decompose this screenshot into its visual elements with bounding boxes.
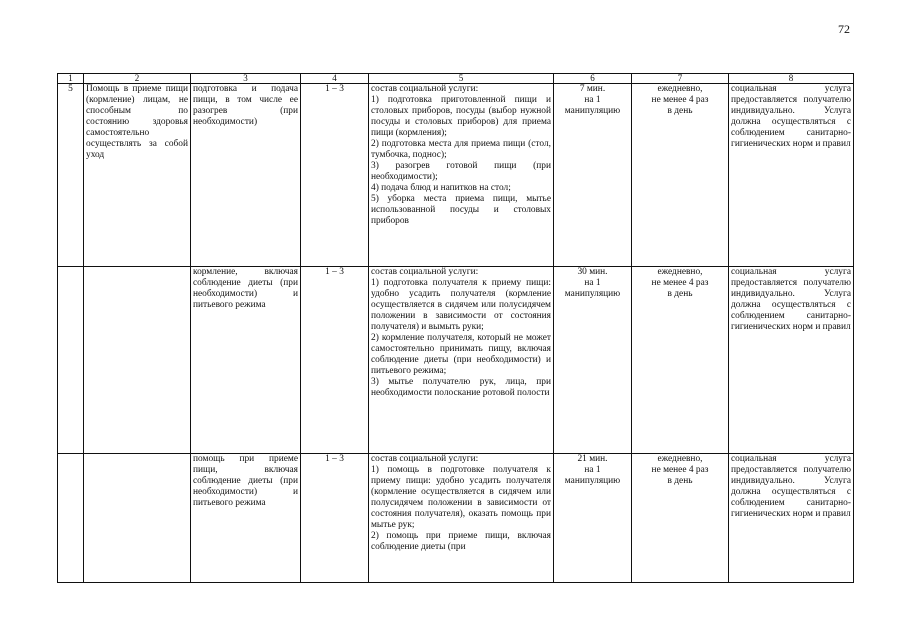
column-number: 3: [191, 74, 301, 84]
conditions-cell: социальная услуга предоставляется получателю индивидуально. Услуга должна осуществляться с соблюдением санитарно-гигиенических норм и правил: [729, 267, 854, 454]
service-name-cell: [84, 454, 191, 583]
services-table: [57, 73, 854, 583]
page-number: 72: [838, 22, 850, 36]
table-row: [58, 454, 854, 583]
count-cell: 1 – 3: [301, 84, 369, 267]
row-number-cell: [58, 454, 84, 583]
table-row: [58, 84, 854, 267]
column-number: 8: [729, 74, 854, 84]
frequency-cell: ежедневно, не менее 4 раз в день: [632, 267, 729, 454]
column-number: 2: [84, 74, 191, 84]
column-number: 6: [554, 74, 632, 84]
column-number: 4: [301, 74, 369, 84]
content-cell: состав социальной услуги: 1) подготовка получателя к приему пищи: удобно усадить получателя (кормление осуществляется в сидячем или полусидячем положении в зависимости от состояния получателя) и вымыть руки; 2) кормление получателя, который не может самостоятельно принимать пищу, включая соблюдение диеты (при необходимости) и питьевого режима; 3) мытье получателю рук, лица, при необходимости полоскание ротовой полости: [369, 267, 554, 454]
time-cell: 30 мин. на 1 манипуляцию: [554, 267, 632, 454]
time-cell: 7 мин. на 1 манипуляцию: [554, 84, 632, 267]
column-number-row: [58, 74, 854, 84]
subservice-cell: кормление, включая соблюдение диеты (при необходимости) и питьевого режима: [191, 267, 301, 454]
count-cell: 1 – 3: [301, 267, 369, 454]
column-number: 1: [58, 74, 84, 84]
subservice-cell: помощь при приеме пищи, включая соблюдение диеты (при необходимости) и питьевого режима: [191, 454, 301, 583]
content-cell: состав социальной услуги: 1) помощь в подготовке получателя к приему пищи: удобно усадить получателя (кормление осуществляется в сидячем или полусидячем положении в зависимости от состояния получателя), оказать помощь при мытье рук; 2) помощь при приеме пищи, включая соблюдение диеты (при: [369, 454, 554, 583]
subservice-cell: подготовка и подача пищи, в том числе ее разогрев (при необходимости): [191, 84, 301, 267]
time-cell: 21 мин. на 1 манипуляцию: [554, 454, 632, 583]
column-number: 5: [369, 74, 554, 84]
column-number: 7: [632, 74, 729, 84]
row-number-cell: 5: [58, 84, 84, 267]
service-name-cell: [84, 267, 191, 454]
count-cell: 1 – 3: [301, 454, 369, 583]
table-row: [58, 267, 854, 454]
conditions-cell: социальная услуга предоставляется получателю индивидуально. Услуга должна осуществляться с соблюдением санитарно-гигиенических норм и правил: [729, 84, 854, 267]
row-number-cell: [58, 267, 84, 454]
frequency-cell: ежедневно, не менее 4 раз в день: [632, 84, 729, 267]
content-cell: состав социальной услуги: 1) подготовка приготовленной пищи и столовых приборов, посуды (выбор нужной посуды и столовых приборов) для приема пищи (кормления); 2) подготовка места для приема пищи (стол, тумбочка, поднос); 3) разогрев готовой пищи (при необходимости); 4) подача блюд и напитков на стол; 5) уборка места приема пищи, мытье использованной посуды и столовых приборов: [369, 84, 554, 267]
conditions-cell: социальная услуга предоставляется получателю индивидуально. Услуга должна осуществляться с соблюдением санитарно-гигиенических норм и правил: [729, 454, 854, 583]
frequency-cell: ежедневно, не менее 4 раз в день: [632, 454, 729, 583]
service-name-cell: Помощь в приеме пищи (кормление) лицам, не способным по состоянию здоровья самостоятельно осуществлять за собой уход: [84, 84, 191, 267]
